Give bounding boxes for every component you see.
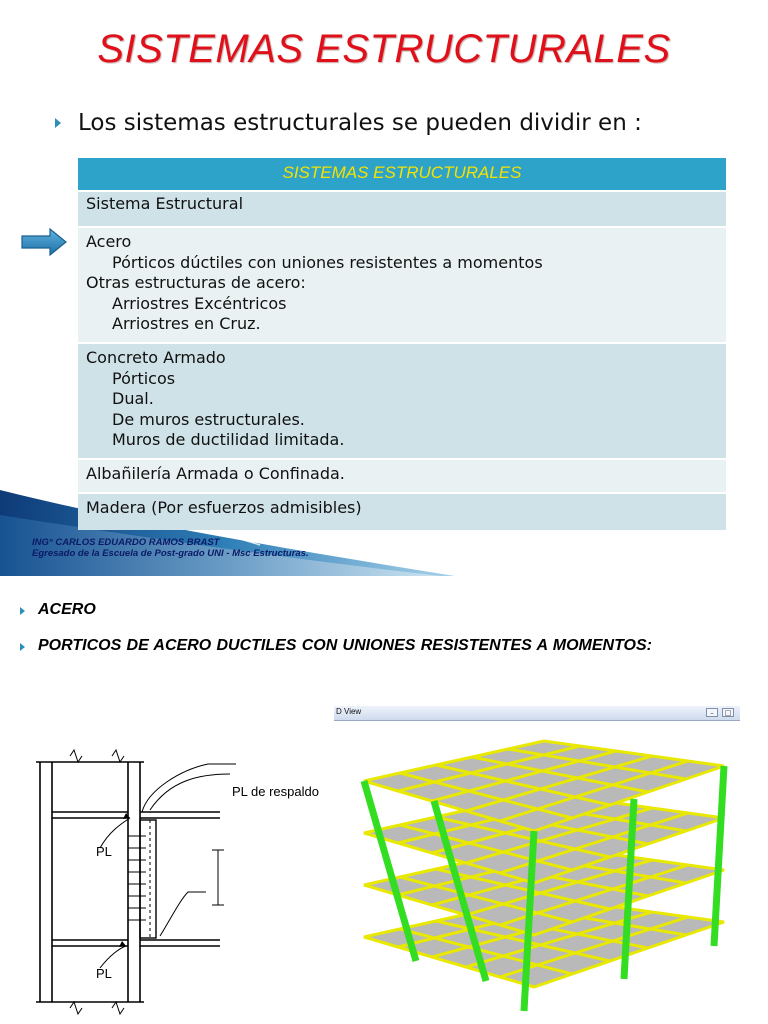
concreto-item: De muros estructurales. <box>112 409 305 429</box>
acero-line-2: Otras estructuras de acero: <box>86 273 306 293</box>
table-row-acero <box>78 228 726 344</box>
bullet-arrow-icon <box>20 607 25 615</box>
table-header: SISTEMAS ESTRUCTURALES <box>78 158 726 192</box>
window-title-bar <box>334 706 740 721</box>
author-name: ING° CARLOS EDUARDO RAMOS BRAST <box>32 537 220 548</box>
section-heading-acero: ACERO <box>38 601 96 618</box>
acero-line-3: Arriostres Excéntricos <box>112 293 287 313</box>
table-row-label: Sistema Estructural <box>78 192 726 228</box>
intro-text: Los sistemas estructurales se pueden dividir en : <box>78 110 642 136</box>
structural-model-window <box>334 706 740 1024</box>
table-row-madera: Madera (Por esfuerzos admisibles) <box>78 494 726 530</box>
drawing-label-respaldo: PL de respaldo <box>232 784 319 799</box>
acero-line-4: Arriostres en Cruz. <box>112 314 261 334</box>
slide-title: SISTEMAS ESTRUCTURALES <box>97 27 671 71</box>
author-footer <box>32 537 309 559</box>
minimize-icon[interactable]: – <box>706 708 718 717</box>
table-row-concreto <box>78 344 726 460</box>
moment-connection-drawing <box>30 740 340 1024</box>
concreto-title: Concreto Armado <box>86 348 226 367</box>
bullet-arrow-icon <box>55 118 61 128</box>
column <box>714 766 724 946</box>
drawing-label-pl: PL <box>96 966 112 981</box>
concreto-item: Pórticos <box>112 368 176 388</box>
concreto-item: Dual. <box>112 389 154 409</box>
drawing-label-pl: PL <box>96 844 112 859</box>
building-frame-3d <box>334 721 740 1024</box>
acero-title: Acero <box>86 232 132 251</box>
concreto-item: Muros de ductilidad limitada. <box>112 430 345 450</box>
maximize-icon[interactable]: □ <box>722 708 734 717</box>
acero-line-1: Pórticos dúctiles con uniones resistentes a momentos <box>112 252 543 272</box>
model-3d-view[interactable] <box>334 721 740 1024</box>
window-title: D View <box>336 707 362 716</box>
section-heading-porticos: PORTICOS DE ACERO DUCTILES CON UNIONES RESISTENTES A MOMENTOS: <box>38 637 652 654</box>
table-row-albanileria: Albañilería Armada o Confinada. <box>78 460 726 494</box>
structural-systems-table <box>78 158 726 530</box>
author-credentials: Egresado de la Escuela de Post-grado UNI - Msc Estructuras. <box>32 548 309 559</box>
bullet-arrow-icon <box>20 643 25 651</box>
pointer-arrow-icon <box>20 226 68 258</box>
